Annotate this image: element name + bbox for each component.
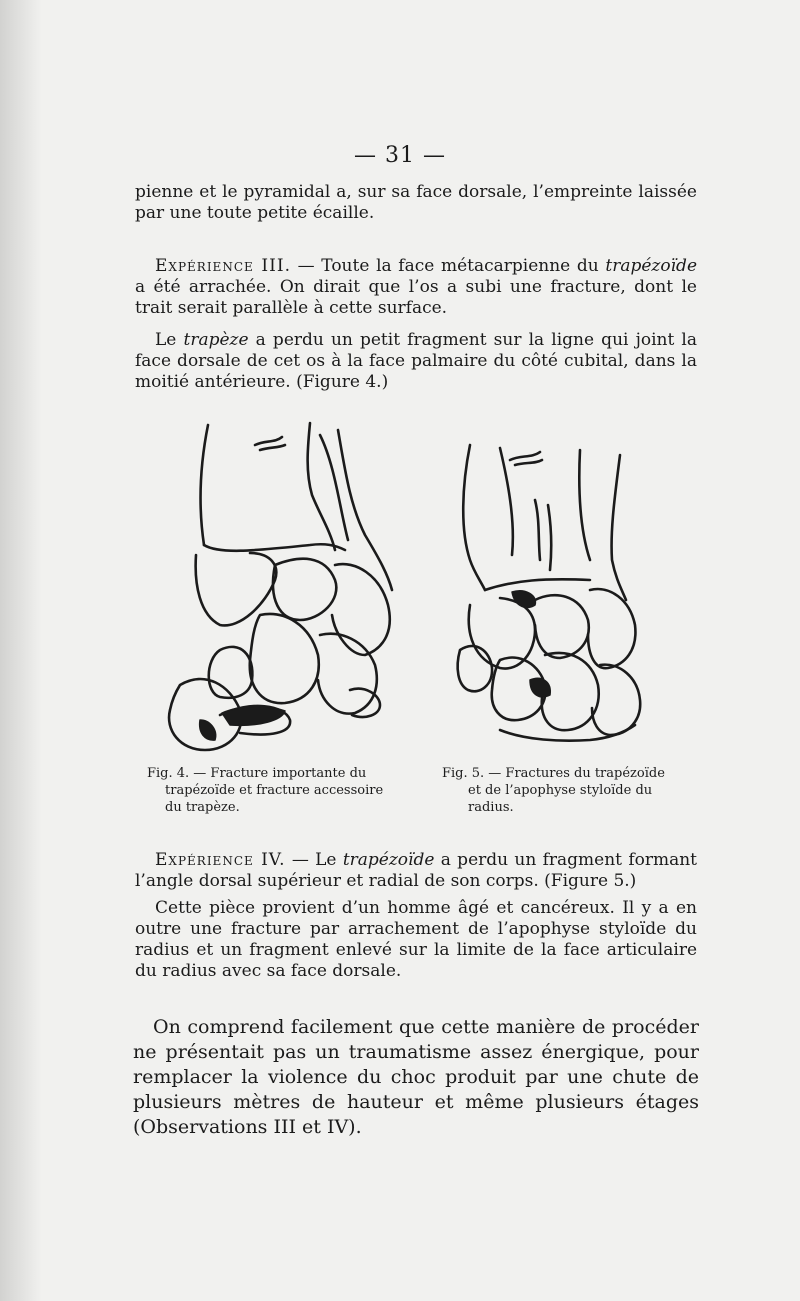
paragraph-experience-iii xyxy=(135,256,697,319)
fig5-radius-right xyxy=(500,448,513,555)
page-number: — 31 — xyxy=(354,143,446,168)
caption-line: radius. xyxy=(468,800,514,815)
caption-line: et de l’apophyse styloïde du xyxy=(468,783,653,798)
fig4-capitate xyxy=(250,614,319,703)
figure-4-drawing xyxy=(160,415,410,760)
fig4-triquetrum xyxy=(332,564,390,655)
paragraph-text: a perdu un fragment formant l’angle dorsal supérieur et radial de son corps. (Figure 5.) xyxy=(135,850,698,891)
caption-line: trapézoïde et fracture accessoire xyxy=(165,783,384,798)
fig4-ulna-right xyxy=(338,430,392,590)
paragraph-trapeze xyxy=(135,330,697,393)
fig4-label-scrawl xyxy=(255,437,285,450)
paragraph-text: — Le xyxy=(285,850,343,870)
fig4-radius-left xyxy=(201,425,208,545)
fig4-fracture-fragment-b xyxy=(200,720,216,740)
fig4-trapezoid xyxy=(209,647,253,698)
paragraph-text: pienne et le pyramidal a, sur sa face dorsale, l’empreinte laissée par une toute petite écaille. xyxy=(135,182,697,223)
fig5-triquetrum xyxy=(588,589,635,668)
paragraph-text: Le xyxy=(155,330,184,350)
italic-term: trapézoïde xyxy=(342,850,435,870)
fig5-radius-left xyxy=(463,445,485,590)
paragraph-text: — Toute la face métacarpienne du xyxy=(290,256,606,276)
italic-term: trapézoïde xyxy=(605,256,697,276)
fig5-ulna-left xyxy=(579,450,590,560)
fig4-radius-right xyxy=(308,423,335,550)
fig5-label-scrawl xyxy=(510,452,542,465)
fig5-pisiform xyxy=(458,646,492,691)
fig5-base xyxy=(500,725,635,741)
fig5-lunate xyxy=(535,595,589,658)
fig5-fracture-fragment-b xyxy=(530,678,550,696)
caption-line: Fig. 4. — Fracture importante du xyxy=(147,766,367,781)
fig5-midline xyxy=(535,500,551,570)
caption-line: du trapèze. xyxy=(165,800,240,815)
paragraph-conclusion xyxy=(133,1015,699,1140)
experience-heading: Expérience IV. xyxy=(155,850,286,870)
fig4-lunate xyxy=(273,559,336,620)
paragraph-experience-iv xyxy=(135,850,697,892)
paragraph-text: a perdu un petit fragment sur la ligne qui joint la face dorsale de cet os à la face palmaire du côté cubital, dans la moitié antérieure. (Figure 4.) xyxy=(135,330,697,392)
paragraph-specimen xyxy=(135,898,697,982)
figure-4-caption xyxy=(147,765,387,816)
fig5-ulna-right xyxy=(612,455,626,600)
page-gutter-shade xyxy=(0,0,42,1301)
fig5-fracture-fragment-a xyxy=(512,591,535,608)
fig5-distal-margin xyxy=(485,579,590,590)
paragraph-text: a été arrachée. On dirait que l’os a subi une fracture, dont le trait serait parallèle à cette surface. xyxy=(135,277,697,318)
caption-line: Fig. 5. — Fractures du trapézoïde xyxy=(442,766,665,781)
italic-term: trapèze xyxy=(183,330,249,350)
fig4-fracture-fragment-a xyxy=(222,707,285,726)
fig4-radius-distal xyxy=(204,544,345,551)
experience-heading: Expérience III. xyxy=(155,256,291,276)
figure-5-drawing xyxy=(440,440,670,760)
paragraph-text: Cette pièce provient d’un homme âgé et cancéreux. Il y a en outre une fracture par arrachement de l’apophyse styloïde du radius et un fragment enlevé sur la limite de la face articulaire du radius avec sa face dorsale. xyxy=(135,898,697,981)
paragraph-continuation xyxy=(135,182,697,224)
paragraph-text: On comprend facilement que cette manière de procéder ne présentait pas un traumatisme assez énergique, pour remplacer la violence du choc produit par une chute de plusieurs mètres de hauteur et même plusieurs étages (Observations III et IV). xyxy=(133,1016,699,1138)
figure-5-caption xyxy=(442,765,687,816)
